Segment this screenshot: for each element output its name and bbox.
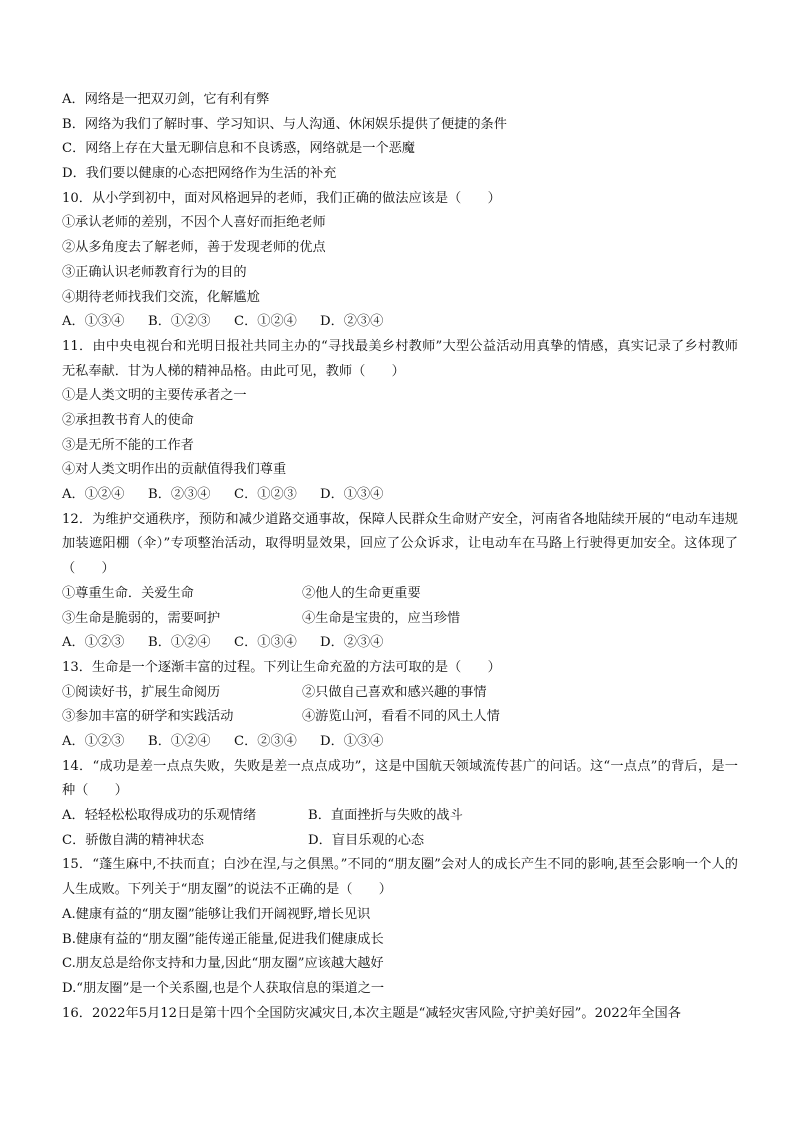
q14-option-d: D．盲目乐观的心态 xyxy=(308,832,425,848)
q10-stem: 10．从小学到初中，面对风格迥异的老师，我们正确的做法应该是（ ） xyxy=(62,190,501,206)
q13-items-row-2 xyxy=(62,705,738,730)
q12-option-c: C．①③④ xyxy=(234,635,297,651)
q14-options-row-2 xyxy=(62,829,738,854)
q10-option-b: B．①②③ xyxy=(148,314,211,330)
q11-option-d: D．①③④ xyxy=(320,487,384,503)
q12-stem: 12．为维护交通秩序，预防和减少道路交通事故，保障人民群众生命财产安全，河南省各地陆续开展的“电动车违规加装遮阳棚（伞）”专项整治活动，取得明显效果，回应了公众诉求，让电动车在马路上行驶得更加安全。这体现了（ ） xyxy=(62,511,738,577)
q12-option-b: B．①②④ xyxy=(148,635,211,651)
q12-item-1: ①尊重生命．关爱生命 xyxy=(62,585,194,601)
q9-option-a: A．网络是一把双刃剑，它有利有弊 xyxy=(62,92,270,107)
q10-option-d: D．②③④ xyxy=(320,314,384,330)
q11-option-a: A．①②④ xyxy=(62,487,125,503)
q13-option-a: A．①②③ xyxy=(62,733,125,749)
q15-option-a: A.健康有益的“朋友圈”能够让我们开阔视野,增长见识 xyxy=(62,906,371,922)
q11-item-4: ④对人类文明作出的贡献值得我们尊重 xyxy=(62,462,287,478)
q12-option-d: D．②③④ xyxy=(320,635,384,651)
q12-option-a: A．①②③ xyxy=(62,635,125,651)
q11-option-c: C．①②③ xyxy=(234,487,297,503)
q14-stem: 14．“成功是差一点点失败，失败是差一点点成功”，这是中国航天领域流传甚广的问话。这“一点点”的背后，是一种（ ） xyxy=(62,758,738,799)
q12-item-3: ③生命是脆弱的，需要呵护 xyxy=(62,610,221,626)
q16-stem: 16．2022年5月12日是第十四个全国防灾减灾日,本次主题是“减轻灾害风险,守护美好园”。2022年全国各 xyxy=(62,1005,681,1021)
q13-option-b: B．①②④ xyxy=(148,733,211,749)
q12-item-2: ②他人的生命更重要 xyxy=(302,585,421,601)
q11-options xyxy=(62,483,738,508)
q14-option-a: A．轻轻松松取得成功的乐观情绪 xyxy=(62,808,257,824)
q15-option-b: B.健康有益的“朋友圈”能传递正能量,促进我们健康成长 xyxy=(62,931,384,947)
q11-stem: 11．由中央电视台和光明日报社共同主办的“寻找最美乡村教师”大型公益活动用真挚的情感，真实记录了乡村教师无私奉献．甘为人梯的精神品格。由此可见，教师（ ） xyxy=(62,338,738,379)
q11-option-b: B．②③④ xyxy=(148,487,211,503)
exam-page xyxy=(62,88,738,1026)
q13-options xyxy=(62,730,738,755)
q15-stem: 15．“蓬生麻中,不扶而直；白沙在涅,与之俱黑。”不同的“朋友圈”会对人的成长产生不同的影响,甚至会影响一个人的人生成败。下列关于“朋友圈”的说法不正确的是（ ） xyxy=(62,857,738,898)
q12-item-4: ④生命是宝贵的，应当珍惜 xyxy=(302,610,461,626)
q10-item-4: ④期待老师找我们交流，化解尴尬 xyxy=(62,289,260,305)
q14-option-b: B．直面挫折与失败的战斗 xyxy=(308,808,463,824)
q12-items-row-2 xyxy=(62,607,738,632)
q13-item-1: ①阅读好书，扩展生命阅历 xyxy=(62,684,221,700)
q11-item-3: ③是无所不能的工作者 xyxy=(62,437,194,453)
q15-option-c: C.朋友总是给你支持和力量,因此“朋友圈”应该越大越好 xyxy=(62,956,384,972)
q10-item-1: ①承认老师的差别，不因个人喜好而拒绝老师 xyxy=(62,215,326,231)
q10-item-3: ③正确认识老师教育行为的目的 xyxy=(62,264,247,280)
q14-option-c: C．骄傲自满的精神状态 xyxy=(62,832,204,848)
q13-option-c: C．②③④ xyxy=(234,733,297,749)
q11-item-1: ①是人类文明的主要传承者之一 xyxy=(62,388,247,404)
q9-option-d: D．我们要以健康的心态把网络作为生活的补充 xyxy=(62,166,337,182)
q14-options-row-1 xyxy=(62,804,738,829)
q15-option-d: D.“朋友圈”是一个关系圈,也是个人获取信息的渠道之一 xyxy=(62,980,385,996)
q13-option-d: D．①③④ xyxy=(320,733,384,749)
q13-item-2: ②只做自己喜欢和感兴趣的事情 xyxy=(302,684,487,700)
q10-option-a: A．①③④ xyxy=(62,314,125,330)
q10-item-2: ②从多角度去了解老师，善于发现老师的优点 xyxy=(62,240,326,256)
q12-options xyxy=(62,631,738,656)
q13-stem: 13．生命是一个逐渐丰富的过程。下列让生命充盈的方法可取的是（ ） xyxy=(62,659,501,675)
q13-items-row-1 xyxy=(62,681,738,706)
q9-option-b: B．网络为我们了解时事、学习知识、与人沟通、休闲娱乐提供了便捷的条件 xyxy=(62,116,507,132)
q12-items-row-1 xyxy=(62,582,738,607)
q10-option-c: C．①②④ xyxy=(234,314,297,330)
q11-item-2: ②承担教书育人的使命 xyxy=(62,412,194,428)
q13-item-4: ④游览山河，看看不同的风土人情 xyxy=(302,709,500,725)
q10-options xyxy=(62,310,738,335)
q9-option-c: C．网络上存在大量无聊信息和不良诱惑，网络就是一个恶魔 xyxy=(62,141,415,157)
q13-item-3: ③参加丰富的研学和实践活动 xyxy=(62,709,234,725)
